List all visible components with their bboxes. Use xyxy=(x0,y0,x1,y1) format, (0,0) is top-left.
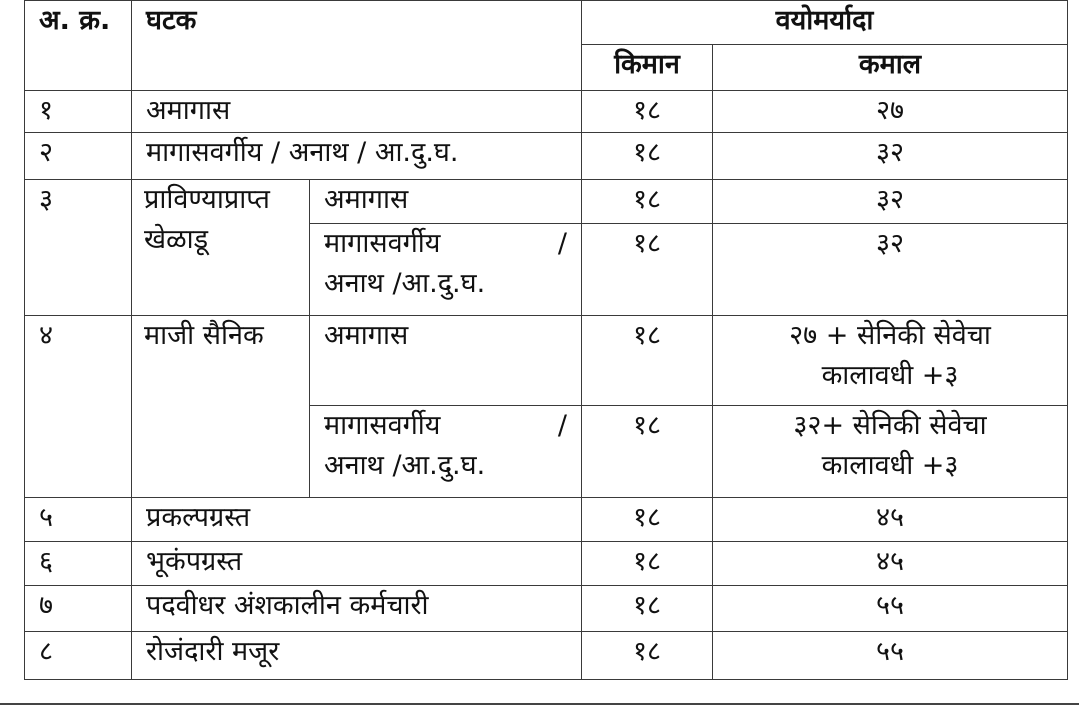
table-row xyxy=(25,180,1068,224)
row-component: मागासवर्गीय / अनाथ / आ.दु.घ. xyxy=(132,133,582,180)
row-category xyxy=(310,406,582,498)
row-category: अमागास xyxy=(310,180,582,224)
header-row xyxy=(25,1,1068,45)
max-age-line2: कालावधी +३ xyxy=(821,360,959,391)
row-min-age: १८ xyxy=(582,406,713,498)
row-serial: ६ xyxy=(25,542,132,586)
row-max-age: ४५ xyxy=(713,498,1068,542)
table-row xyxy=(25,542,1068,586)
row-category: अमागास xyxy=(310,316,582,406)
row-serial: ८ xyxy=(25,632,132,680)
row-min-age: १८ xyxy=(582,632,713,680)
row-max-age: २७ xyxy=(713,91,1068,133)
row-min-age: १८ xyxy=(582,498,713,542)
row-max-age: ३२ xyxy=(713,224,1068,316)
row-min-age: १८ xyxy=(582,316,713,406)
table-row xyxy=(25,133,1068,180)
table-row xyxy=(25,498,1068,542)
category-text-line2: अनाथ /आ.दु.घ. xyxy=(324,268,486,299)
row-max-age xyxy=(713,316,1068,406)
table-row xyxy=(25,632,1068,680)
category-text-line2: अनाथ /आ.दु.घ. xyxy=(324,450,486,481)
row-min-age: १८ xyxy=(582,180,713,224)
row-component: रोजंदारी मजूर xyxy=(132,632,582,680)
row-max-age: ५५ xyxy=(713,586,1068,632)
table-row xyxy=(25,586,1068,632)
row-serial: ५ xyxy=(25,498,132,542)
row-max-age xyxy=(713,406,1068,498)
row-max-age: ३२ xyxy=(713,180,1068,224)
row-max-age: ३२ xyxy=(713,133,1068,180)
row-min-age: १८ xyxy=(582,586,713,632)
max-age-line1: ३२+ सेनिकी सेवेचा xyxy=(793,410,987,441)
row-component: प्राविण्याप्राप्त खेळाडू xyxy=(132,180,310,316)
category-text: मागासवर्गीय xyxy=(324,410,441,441)
category-slash: / xyxy=(557,410,567,441)
row-min-age: १८ xyxy=(582,133,713,180)
row-component: भूकंपग्रस्त xyxy=(132,542,582,586)
max-age-line2: कालावधी +३ xyxy=(821,450,959,481)
category-text: मागासवर्गीय xyxy=(324,228,441,259)
row-min-age: १८ xyxy=(582,91,713,133)
header-age-limit: वयोमर्यादा xyxy=(582,1,1068,45)
row-component: पदवीधर अंशकालीन कर्मचारी xyxy=(132,586,582,632)
age-limit-table xyxy=(24,0,1068,680)
header-maximum: कमाल xyxy=(713,45,1068,91)
row-max-age: ४५ xyxy=(713,542,1068,586)
table-row xyxy=(25,91,1068,133)
header-component: घटक xyxy=(132,1,582,91)
max-age-line1: २७ + सेनिकी सेवेचा xyxy=(789,320,991,351)
row-component: अमागास xyxy=(132,91,582,133)
row-min-age: १८ xyxy=(582,542,713,586)
row-serial: १ xyxy=(25,91,132,133)
row-serial: ४ xyxy=(25,316,132,498)
header-serial: अ. क्र. xyxy=(25,1,132,91)
row-category xyxy=(310,224,582,316)
header-minimum: किमान xyxy=(582,45,713,91)
row-serial: ३ xyxy=(25,180,132,316)
row-serial: ७ xyxy=(25,586,132,632)
row-serial: २ xyxy=(25,133,132,180)
row-max-age: ५५ xyxy=(713,632,1068,680)
row-min-age: १८ xyxy=(582,224,713,316)
category-slash: / xyxy=(557,228,567,259)
table-row xyxy=(25,316,1068,406)
row-component: माजी सैनिक xyxy=(132,316,310,498)
row-component: प्रकल्पग्रस्त xyxy=(132,498,582,542)
